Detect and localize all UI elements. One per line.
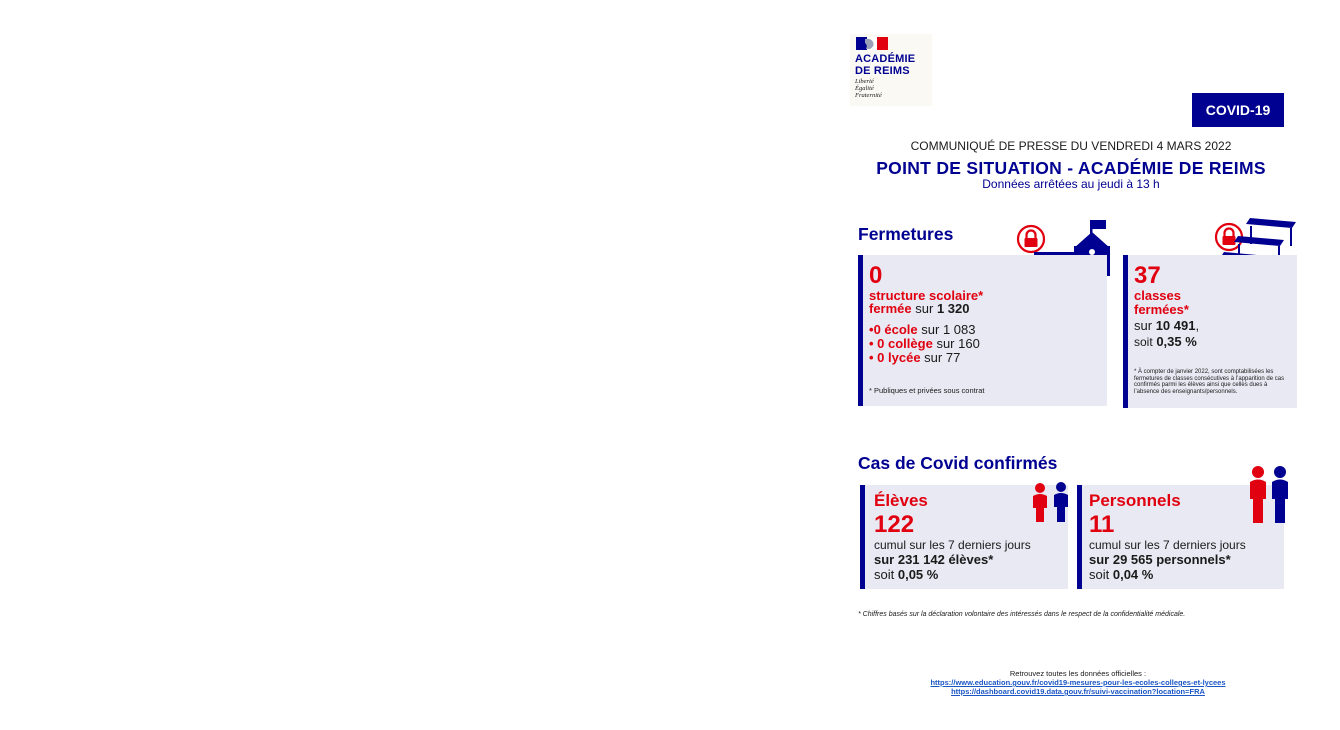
classes-card: [1123, 255, 1297, 408]
marianne-flag-icon: [856, 37, 888, 50]
logo-name: ACADÉMIE DE REIMS: [855, 53, 916, 77]
breakdown-ecole: •0 école sur 1 083: [869, 322, 976, 337]
cas-footnote: * Chiffres basés sur la déclaration volontaire des intéressés dans le respect de la confidentialité médicale.: [858, 611, 1186, 618]
personnels-pct-line: soit 0,04 %: [1089, 567, 1154, 582]
cas-covid-heading: Cas de Covid confirmés: [858, 453, 1058, 473]
structures-breakdown: [869, 323, 1107, 365]
classes-note: * À compter de janvier 2022, sont comptabilisées les fermetures de classes consécutives à l’apparition de cas confirmés parmi les élèves ainsi que celles dues à l’absence des enseignants/personnels.: [1134, 369, 1285, 395]
structures-total-line: fermée sur 1 320: [869, 301, 970, 316]
structures-label: structure scolaire*: [869, 288, 984, 303]
classes-label-2: fermées*: [1134, 302, 1189, 317]
academie-logo: [850, 34, 932, 106]
eleves-cumul: cumul sur les 7 derniers jours: [874, 538, 1031, 552]
staff-icon: [1248, 465, 1290, 525]
links-intro: Retrouvez toutes les données officielles :: [1009, 669, 1147, 678]
education-link[interactable]: https://www.education.gouv.fr/covid19-mesures-pour-les-ecoles-colleges-et-lycees: [930, 678, 1226, 687]
structures-note: * Publiques et privées sous contrat: [869, 386, 985, 395]
covid-badge: COVID-19: [1192, 93, 1284, 127]
eleves-total: sur 231 142 élèves*: [874, 552, 994, 567]
page-title: POINT DE SITUATION - ACADÉMIE DE REIMS: [876, 158, 1266, 178]
structures-value: 0: [869, 262, 883, 289]
breakdown-lycee: • 0 lycée sur 77: [869, 350, 961, 365]
page-subtitle: Données arrêtées au jeudi à 13 h: [982, 177, 1160, 191]
classes-total-line: sur 10 491,: [1134, 318, 1200, 333]
press-release-kicker: COMMUNIQUÉ DE PRESSE DU VENDREDI 4 MARS 2022: [910, 139, 1232, 153]
personnels-cumul: cumul sur les 7 derniers jours: [1089, 538, 1246, 552]
classes-value: 37: [1134, 262, 1161, 289]
official-links: [858, 669, 1298, 696]
students-icon: [1030, 482, 1072, 524]
personnels-value: 11: [1089, 511, 1115, 538]
eleves-pct-line: soit 0,05 %: [874, 567, 939, 582]
structures-card: [858, 255, 1107, 406]
breakdown-college: • 0 collège sur 160: [869, 336, 980, 351]
classes-pct-line: soit 0,35 %: [1134, 334, 1197, 349]
personnels-title: Personnels: [1089, 491, 1181, 510]
eleves-title: Élèves: [874, 491, 928, 510]
logo-motto: Liberté Égalité Fraternité: [855, 78, 882, 99]
dashboard-link[interactable]: https://dashboard.covid19.data.gouv.fr/suivi-vaccination?location=FRA: [951, 687, 1205, 696]
personnels-total: sur 29 565 personnels*: [1089, 552, 1231, 567]
classes-label: classes: [1134, 288, 1181, 303]
eleves-value: 122: [874, 511, 915, 538]
fermetures-heading: Fermetures: [858, 224, 954, 244]
